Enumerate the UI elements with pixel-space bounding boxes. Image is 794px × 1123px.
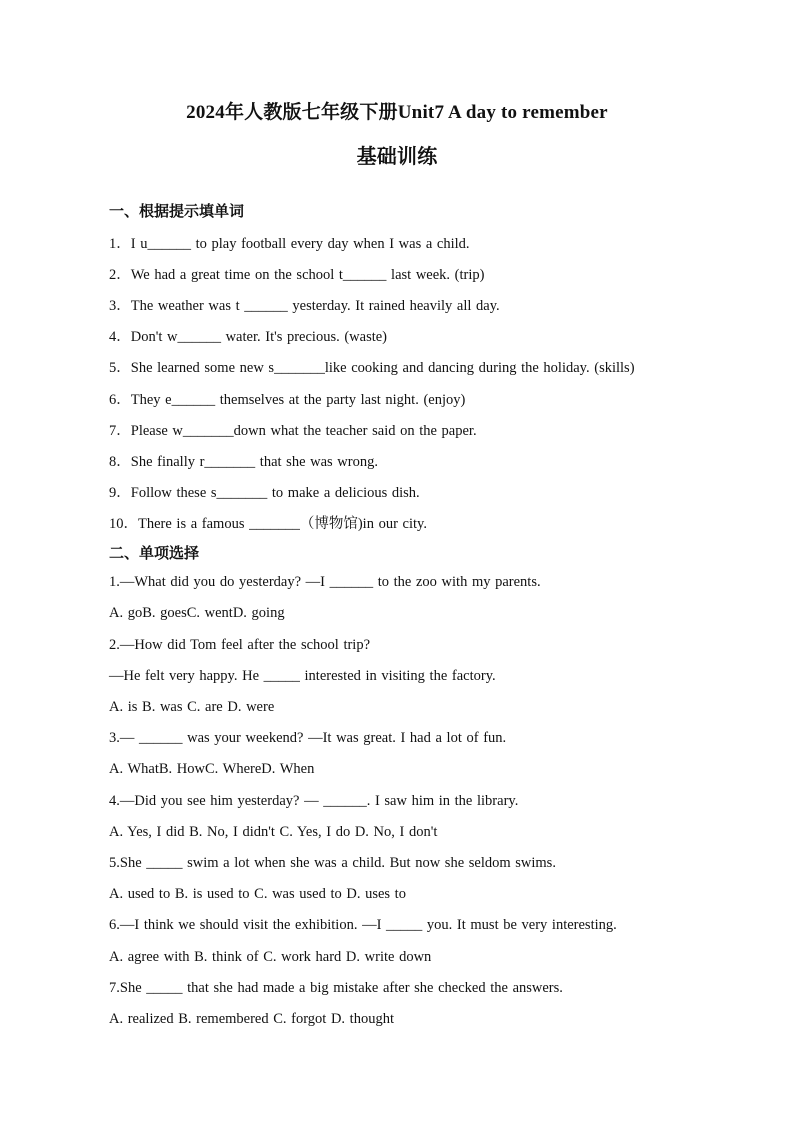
choice-options-3: A. WhatB. HowC. WhereD. When [109, 761, 315, 777]
fill-word-item-6: 6．They e______ themselves at the party last night. (enjoy) [109, 392, 466, 408]
choice-question-1: 1.—What did you do yesterday? —I ______ to the zoo with my parents. [109, 574, 541, 590]
document-subtitle: 基础训练 [356, 146, 438, 168]
fill-word-item-4: 4．Don't w______ water. It's precious. (waste) [109, 329, 388, 345]
fill-word-item-1: 1．I u______ to play football every day when I was a child. [109, 236, 470, 252]
choice-question-3: 3.— ______ was your weekend? —It was great. I had a lot of fun. [109, 730, 507, 746]
choice-question-2-line-2: —He felt very happy. He _____ interested in visiting the factory. [109, 668, 496, 684]
section-heading-fill-words: 一、根据提示填单词 [109, 202, 245, 220]
section-heading-multiple-choice: 二、单项选择 [109, 544, 200, 562]
choice-options-6: A. agree with B. think of C. work hard D. write down [109, 949, 432, 965]
choice-question-6: 6.—I think we should visit the exhibition. —I _____ you. It must be very interesting. [109, 917, 617, 933]
choice-options-2: A. is B. was C. are D. were [109, 699, 275, 715]
choice-question-7: 7.She _____ that she had made a big mistake after she checked the answers. [109, 980, 563, 996]
choice-options-1: A. goB. goesC. wentD. going [109, 605, 285, 621]
fill-word-item-8: 8．She finally r_______ that she was wrong. [109, 454, 378, 470]
fill-word-item-9: 9．Follow these s_______ to make a delicious dish. [109, 485, 420, 501]
fill-word-item-3: 3．The weather was t ______ yesterday. It rained heavily all day. [109, 298, 500, 314]
choice-question-5: 5.She _____ swim a lot when she was a child. But now she seldom swims. [109, 855, 556, 871]
document-title: 2024年人教版七年级下册Unit7 A day to remember [186, 102, 608, 123]
choice-options-7: A. realized B. remembered C. forgot D. thought [109, 1011, 394, 1027]
choice-question-4: 4.—Did you see him yesterday? — ______. I saw him in the library. [109, 793, 519, 809]
choice-question-2: 2.—How did Tom feel after the school trip? [109, 637, 371, 653]
choice-options-5: A. used to B. is used to C. was used to D. uses to [109, 886, 406, 902]
fill-word-item-7: 7．Please w_______down what the teacher said on the paper. [109, 423, 477, 439]
choice-options-4: A. Yes, I did B. No, I didn't C. Yes, I do D. No, I don't [109, 824, 438, 840]
fill-word-item-2: 2．We had a great time on the school t______ last week. (trip) [109, 267, 485, 283]
fill-word-item-5: 5．She learned some new s_______like cooking and dancing during the holiday. (skills) [109, 360, 635, 376]
fill-word-item-10: 10．There is a famous _______（博物馆)in our city. [109, 516, 427, 532]
